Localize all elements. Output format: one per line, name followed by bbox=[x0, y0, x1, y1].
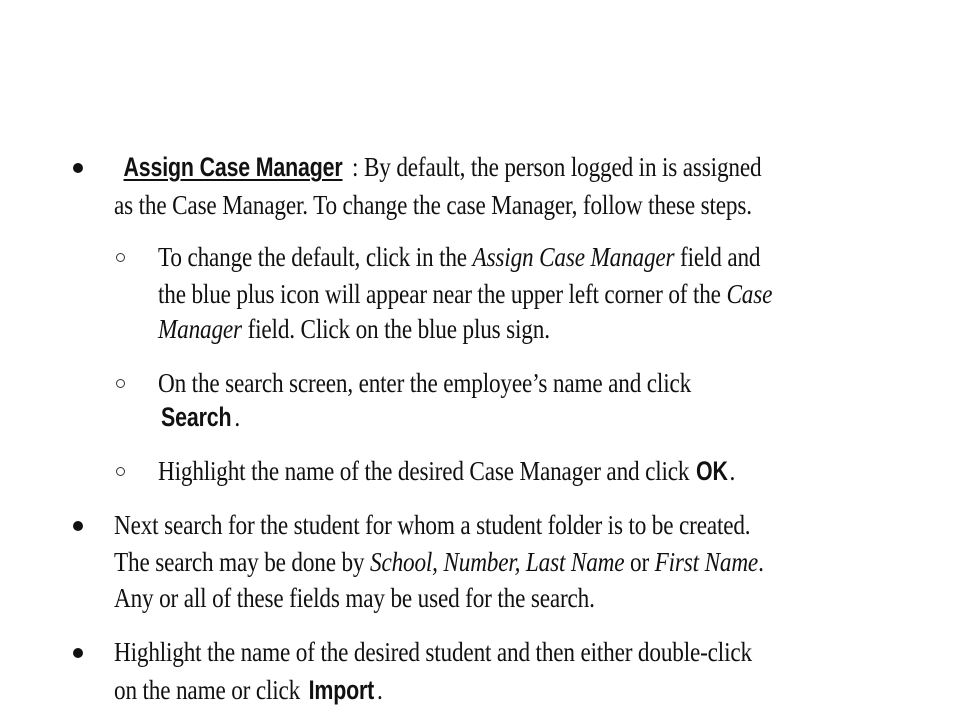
bullet-1-heading-tail: : By default, the person logged in is assigned bbox=[352, 152, 762, 182]
sub-item-2-line-2 bbox=[158, 400, 240, 434]
sub-item-3-text: Highlight the name of the desired Case Manager and click bbox=[158, 456, 695, 486]
sub-item-2-marker bbox=[116, 379, 125, 388]
sub-item-1-line-2 bbox=[158, 277, 772, 311]
bullet-3-marker bbox=[73, 648, 83, 658]
sub-item-3-line-1 bbox=[158, 454, 735, 488]
bullet-2-text-a: The search may be done by bbox=[114, 547, 371, 577]
bullet-1-line-2 bbox=[114, 188, 752, 222]
bullet-2-line-1-text: Next search for the student for whom a student folder is to be created. bbox=[114, 510, 751, 540]
bullet-2-line-3-text: Any or all of these fields may be used for the search. bbox=[114, 583, 595, 613]
sub-item-1-text-a: To change the default, click in the bbox=[158, 242, 473, 272]
sub-item-1-line-1 bbox=[158, 240, 760, 274]
bullet-1-line-1 bbox=[114, 150, 761, 184]
sub-item-1-text-b: field and bbox=[674, 242, 761, 272]
bullet-3-period: . bbox=[376, 675, 383, 705]
bullet-3-text-a: on the name or click bbox=[114, 675, 306, 705]
case-field-ref: Case bbox=[726, 279, 773, 309]
sub-item-2-line-1 bbox=[158, 366, 691, 400]
bullet-2-line-2 bbox=[114, 545, 764, 579]
sub-item-3-period: . bbox=[729, 456, 736, 486]
search-fields-ref: School, Number, Last Name bbox=[370, 547, 625, 577]
ok-button-ref: OK bbox=[696, 456, 729, 486]
sub-item-2-period: . bbox=[234, 402, 241, 432]
sub-item-1-marker bbox=[116, 253, 125, 262]
sub-item-1-line-2-text: the blue plus icon will appear near the upper left corner of the bbox=[158, 279, 727, 309]
bullet-3-line-2 bbox=[114, 673, 383, 707]
bullet-1-marker bbox=[73, 163, 83, 173]
bullet-3-line-1 bbox=[114, 635, 752, 669]
assign-case-manager-heading: Assign Case Manager bbox=[123, 152, 343, 182]
search-button-ref: Search bbox=[161, 402, 232, 432]
bullet-2-period: . bbox=[758, 547, 764, 577]
bullet-2-line-1 bbox=[114, 508, 750, 542]
sub-item-1-line-3-text: field. Click on the blue plus sign. bbox=[241, 314, 550, 344]
bullet-2-line-3 bbox=[114, 581, 595, 615]
bullet-2-text-b: or bbox=[624, 547, 655, 577]
assign-case-manager-field-ref: Assign Case Manager bbox=[472, 242, 675, 272]
bullet-3-line-1-text: Highlight the name of the desired student and then either double-click bbox=[114, 637, 752, 667]
bullet-1-line-2-text: as the Case Manager. To change the case Manager, follow these steps. bbox=[114, 190, 752, 220]
bullet-2-marker bbox=[73, 521, 83, 531]
sub-item-1-line-3 bbox=[158, 312, 550, 346]
sub-item-3-marker bbox=[116, 467, 125, 476]
first-name-field-ref: First Name bbox=[654, 547, 759, 577]
import-button-ref: Import bbox=[308, 675, 375, 705]
sub-item-2-text: On the search screen, enter the employee’s name and click bbox=[158, 368, 692, 398]
manager-field-ref: Manager bbox=[158, 314, 242, 344]
